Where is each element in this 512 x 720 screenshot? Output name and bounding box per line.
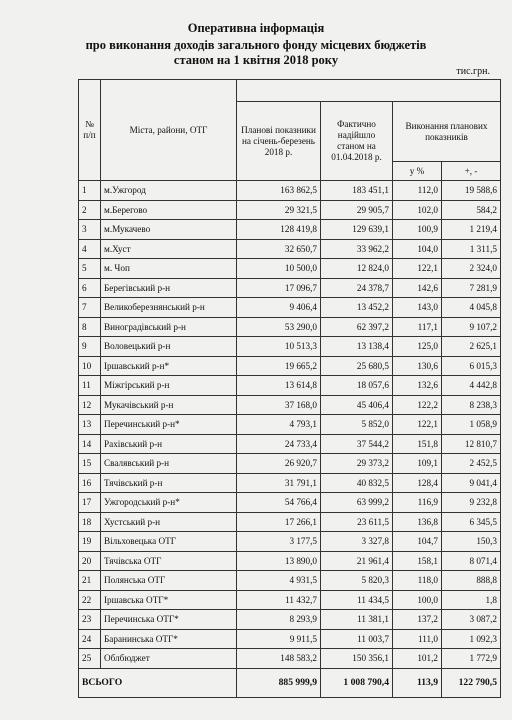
row-number: 15	[79, 454, 101, 474]
row-name: Хустський р-н	[101, 512, 237, 532]
row-name: Виноградівський р-н	[101, 317, 237, 337]
row-planned: 10 500,0	[237, 259, 321, 279]
document-title: Оперативна інформація	[187, 21, 325, 35]
row-number: 13	[79, 415, 101, 435]
row-diff: 7 281,9	[442, 278, 501, 298]
row-percent: 128,4	[393, 473, 442, 493]
row-diff: 584,2	[442, 200, 501, 220]
row-diff: 4 442,8	[442, 376, 501, 396]
table-row	[79, 317, 501, 337]
row-planned: 163 862,5	[237, 181, 321, 201]
row-planned: 3 177,5	[237, 532, 321, 552]
document-subtitle: про виконання доходів загального фонду місцевих бюджетів	[85, 38, 427, 52]
total-planned: 885 999,9	[237, 668, 321, 697]
row-diff: 888,8	[442, 571, 501, 591]
row-diff: 1 311,5	[442, 239, 501, 259]
row-diff: 8 071,4	[442, 551, 501, 571]
row-actual: 12 824,0	[321, 259, 393, 279]
total-percent: 113,9	[393, 668, 442, 697]
row-planned: 128 419,8	[237, 220, 321, 240]
header-planned: Планові показники на січень-березень 2018 р.	[237, 102, 321, 181]
table-body	[79, 181, 501, 669]
row-number: 6	[79, 278, 101, 298]
row-name: Іршавський р-н*	[101, 356, 237, 376]
row-planned: 54 766,4	[237, 493, 321, 513]
row-diff: 2 625,1	[442, 337, 501, 357]
row-percent: 100,9	[393, 220, 442, 240]
row-actual: 29 905,7	[321, 200, 393, 220]
row-percent: 136,8	[393, 512, 442, 532]
row-percent: 100,0	[393, 590, 442, 610]
row-number: 19	[79, 532, 101, 552]
total-row	[79, 668, 501, 697]
row-percent: 111,0	[393, 629, 442, 649]
row-diff: 9 107,2	[442, 317, 501, 337]
row-actual: 13 452,2	[321, 298, 393, 318]
table-row	[79, 629, 501, 649]
header-actual: Фактично надійшло станом на 01.04.2018 р.	[321, 102, 393, 181]
table-row	[79, 610, 501, 630]
row-planned: 19 665,2	[237, 356, 321, 376]
row-actual: 129 639,1	[321, 220, 393, 240]
row-diff: 150,3	[442, 532, 501, 552]
row-actual: 5 820,3	[321, 571, 393, 591]
row-name: Рахівський р-н	[101, 434, 237, 454]
row-name: Тячівський р-н	[101, 473, 237, 493]
row-number: 20	[79, 551, 101, 571]
table-row	[79, 590, 501, 610]
table-row	[79, 337, 501, 357]
table-row	[79, 493, 501, 513]
units-label: тис.грн.	[456, 66, 490, 77]
row-diff: 1 092,3	[442, 629, 501, 649]
row-name: Ужгородський р-н*	[101, 493, 237, 513]
row-percent: 158,1	[393, 551, 442, 571]
row-name: Баранинська ОТГ*	[101, 629, 237, 649]
row-diff: 1 772,9	[442, 649, 501, 669]
row-diff: 1 058,9	[442, 415, 501, 435]
row-percent: 102,0	[393, 200, 442, 220]
row-planned: 10 513,3	[237, 337, 321, 357]
row-name: Воловецький р-н	[101, 337, 237, 357]
row-actual: 24 378,7	[321, 278, 393, 298]
row-actual: 25 680,5	[321, 356, 393, 376]
row-actual: 40 832,5	[321, 473, 393, 493]
row-diff: 6 015,3	[442, 356, 501, 376]
row-actual: 21 961,4	[321, 551, 393, 571]
row-percent: 104,0	[393, 239, 442, 259]
revenue-table	[78, 79, 501, 698]
row-percent: 116,9	[393, 493, 442, 513]
table-row	[79, 395, 501, 415]
row-name: м.Мукачево	[101, 220, 237, 240]
header-blank-top	[237, 80, 501, 102]
row-name: Перечинська ОТГ*	[101, 610, 237, 630]
row-actual: 5 852,0	[321, 415, 393, 435]
table-row	[79, 278, 501, 298]
row-actual: 29 373,2	[321, 454, 393, 474]
row-number: 18	[79, 512, 101, 532]
row-planned: 53 290,0	[237, 317, 321, 337]
row-number: 7	[79, 298, 101, 318]
row-planned: 148 583,2	[237, 649, 321, 669]
row-planned: 32 650,7	[237, 239, 321, 259]
row-percent: 125,0	[393, 337, 442, 357]
table-row	[79, 200, 501, 220]
row-actual: 18 057,6	[321, 376, 393, 396]
table-row	[79, 532, 501, 552]
row-name: Вільховецька ОТГ	[101, 532, 237, 552]
row-name: Берегівський р-н	[101, 278, 237, 298]
row-diff: 2 324,0	[442, 259, 501, 279]
row-planned: 13 614,8	[237, 376, 321, 396]
row-actual: 37 544,2	[321, 434, 393, 454]
row-planned: 26 920,7	[237, 454, 321, 474]
row-diff: 3 087,2	[442, 610, 501, 630]
table-row	[79, 454, 501, 474]
row-number: 12	[79, 395, 101, 415]
document-date-line: станом на 1 квітня 2018 року	[173, 53, 339, 67]
row-actual: 11 434,5	[321, 590, 393, 610]
row-percent: 122,2	[393, 395, 442, 415]
row-planned: 37 168,0	[237, 395, 321, 415]
row-percent: 142,6	[393, 278, 442, 298]
row-diff: 2 452,5	[442, 454, 501, 474]
row-percent: 143,0	[393, 298, 442, 318]
row-name: м.Хуст	[101, 239, 237, 259]
row-number: 11	[79, 376, 101, 396]
row-number: 9	[79, 337, 101, 357]
row-name: Облбюджет	[101, 649, 237, 669]
row-number: 17	[79, 493, 101, 513]
row-number: 1	[79, 181, 101, 201]
table-row	[79, 649, 501, 669]
row-planned: 4 931,5	[237, 571, 321, 591]
row-actual: 33 962,2	[321, 239, 393, 259]
row-percent: 104,7	[393, 532, 442, 552]
row-planned: 8 293,9	[237, 610, 321, 630]
header-num: № п/п	[79, 80, 101, 181]
row-actual: 3 327,8	[321, 532, 393, 552]
row-diff: 9 041,4	[442, 473, 501, 493]
row-number: 4	[79, 239, 101, 259]
total-label: ВСЬОГО	[79, 668, 237, 697]
row-percent: 118,0	[393, 571, 442, 591]
total-diff: 122 790,5	[442, 668, 501, 697]
row-percent: 137,2	[393, 610, 442, 630]
row-planned: 9 406,4	[237, 298, 321, 318]
row-diff: 1,8	[442, 590, 501, 610]
row-actual: 23 611,5	[321, 512, 393, 532]
row-percent: 132,6	[393, 376, 442, 396]
row-planned: 31 791,1	[237, 473, 321, 493]
header-diff: +, -	[442, 162, 501, 181]
row-planned: 11 432,7	[237, 590, 321, 610]
row-number: 8	[79, 317, 101, 337]
row-name: м.Ужгород	[101, 181, 237, 201]
row-diff: 8 238,3	[442, 395, 501, 415]
row-percent: 101,2	[393, 649, 442, 669]
table-row	[79, 376, 501, 396]
row-percent: 109,1	[393, 454, 442, 474]
table-row	[79, 259, 501, 279]
row-number: 25	[79, 649, 101, 669]
table-row	[79, 415, 501, 435]
row-number: 5	[79, 259, 101, 279]
row-planned: 29 321,5	[237, 200, 321, 220]
table-row	[79, 220, 501, 240]
table-row	[79, 356, 501, 376]
row-diff: 12 810,7	[442, 434, 501, 454]
row-percent: 122,1	[393, 415, 442, 435]
row-number: 23	[79, 610, 101, 630]
row-name: Свалявський р-н	[101, 454, 237, 474]
row-actual: 11 381,1	[321, 610, 393, 630]
table-row	[79, 239, 501, 259]
row-name: Мукачівський р-н	[101, 395, 237, 415]
row-name: м.Берегово	[101, 200, 237, 220]
row-percent: 112,0	[393, 181, 442, 201]
row-diff: 4 045,8	[442, 298, 501, 318]
row-planned: 13 890,0	[237, 551, 321, 571]
row-number: 22	[79, 590, 101, 610]
row-planned: 17 096,7	[237, 278, 321, 298]
row-planned: 17 266,1	[237, 512, 321, 532]
row-percent: 151,8	[393, 434, 442, 454]
header-city: Міста, райони, ОТГ	[101, 80, 237, 181]
row-name: Полянська ОТГ	[101, 571, 237, 591]
total-actual: 1 008 790,4	[321, 668, 393, 697]
row-diff: 19 588,6	[442, 181, 501, 201]
row-actual: 62 397,2	[321, 317, 393, 337]
table-row	[79, 512, 501, 532]
row-actual: 183 451,1	[321, 181, 393, 201]
row-diff: 6 345,5	[442, 512, 501, 532]
row-actual: 63 999,2	[321, 493, 393, 513]
header-percent: у %	[393, 162, 442, 181]
row-percent: 122,1	[393, 259, 442, 279]
row-number: 3	[79, 220, 101, 240]
row-actual: 150 356,1	[321, 649, 393, 669]
row-name: м. Чоп	[101, 259, 237, 279]
row-name: Тячівська ОТГ	[101, 551, 237, 571]
row-number: 16	[79, 473, 101, 493]
row-actual: 11 003,7	[321, 629, 393, 649]
row-number: 2	[79, 200, 101, 220]
row-number: 14	[79, 434, 101, 454]
row-name: Іршавська ОТГ*	[101, 590, 237, 610]
row-planned: 9 911,5	[237, 629, 321, 649]
header-execution: Виконання планових показників	[393, 102, 501, 162]
table-row	[79, 571, 501, 591]
row-diff: 1 219,4	[442, 220, 501, 240]
row-number: 10	[79, 356, 101, 376]
row-actual: 45 406,4	[321, 395, 393, 415]
row-planned: 24 733,4	[237, 434, 321, 454]
table-row	[79, 181, 501, 201]
row-number: 21	[79, 571, 101, 591]
table-row	[79, 434, 501, 454]
row-planned: 4 793,1	[237, 415, 321, 435]
row-percent: 130,6	[393, 356, 442, 376]
row-name: Міжгірський р-н	[101, 376, 237, 396]
row-percent: 117,1	[393, 317, 442, 337]
row-name: Перечинський р-н*	[101, 415, 237, 435]
table-row	[79, 551, 501, 571]
row-number: 24	[79, 629, 101, 649]
row-name: Великоберезнянський р-н	[101, 298, 237, 318]
row-actual: 13 138,4	[321, 337, 393, 357]
row-diff: 9 232,8	[442, 493, 501, 513]
table-row	[79, 473, 501, 493]
table-row	[79, 298, 501, 318]
